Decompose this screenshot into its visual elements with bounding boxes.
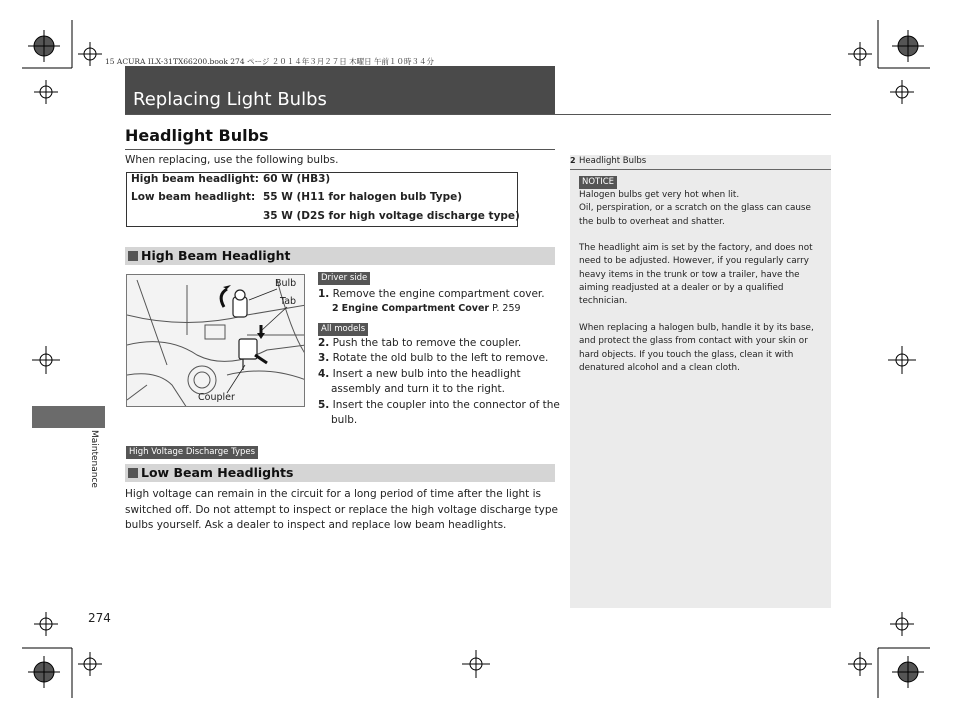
ref-link-engine-cover[interactable]: Engine Compartment Cover	[341, 303, 490, 314]
step-3	[318, 351, 548, 367]
low-beam-heading: Low Beam Headlights	[141, 465, 294, 480]
sidebar-p1-line: the bulb to overheat and shatter.	[579, 216, 725, 227]
section-intro: When replacing, use the following bulbs.	[125, 154, 339, 166]
spec-value-low-hid: 35 W (D2S for high voltage discharge type)	[263, 210, 520, 222]
print-header: 15 ACURA ILX-31TX66200.book 274 ページ ２０１４年３月２７日 木曜日 午前１０時３４分	[105, 57, 434, 66]
spec-value-low-halogen: 55 W (H11 for halogen bulb Type)	[263, 191, 463, 203]
callout-bulb: Bulb	[275, 278, 297, 289]
sidebar-p2-line: heavy items in the trunk or tow a trailer, have the	[579, 269, 800, 280]
heading-square-icon	[128, 251, 138, 261]
step-5-cont: bulb.	[331, 414, 358, 426]
high-beam-heading-bar	[125, 247, 555, 265]
ref-page: P. 259	[492, 303, 521, 314]
tag-hid-types: High Voltage Discharge Types	[126, 446, 258, 459]
headlight-illustration	[126, 274, 305, 407]
heading-square-icon	[128, 468, 138, 478]
chapter-side-label: Maintenance	[89, 430, 99, 488]
sidebar-notice-text	[579, 189, 824, 229]
section-rule	[125, 149, 555, 150]
sidebar-p2-line: The headlight aim is set by the factory, and does not	[579, 243, 813, 253]
sidebar-aim-text	[579, 242, 824, 308]
step-5-text: Insert the coupler into the connector of the	[332, 399, 560, 411]
step-3-number: 3.	[318, 352, 330, 364]
step-1-text: Remove the engine compartment cover.	[332, 288, 545, 300]
sidebar-p3-line: denatured alcohol and a clean cloth.	[579, 362, 740, 373]
engine-bay-drawing	[127, 275, 305, 407]
section-title: Headlight Bulbs	[125, 126, 269, 145]
step-2	[318, 336, 521, 352]
spec-value-high: 60 W (HB3)	[263, 173, 331, 185]
step-5	[318, 398, 560, 414]
sidebar-p3-line: and protect the glass from contact with your skin or	[579, 336, 808, 347]
step-3-text: Rotate the old bulb to the left to remove.	[332, 352, 549, 364]
sidebar-p2-line: aiming readjusted at a dealer or by a qualified	[579, 282, 784, 293]
sidebar-handling-text	[579, 322, 824, 375]
chapter-title: Replacing Light Bulbs	[133, 89, 327, 110]
step-2-number: 2.	[318, 337, 330, 349]
step-4	[318, 367, 521, 383]
sidebar-p3-line: When replacing a halogen bulb, handle it by its base,	[579, 323, 814, 333]
chapter-thumb-tab	[32, 406, 105, 428]
title-rule	[125, 114, 831, 115]
step-4-number: 4.	[318, 368, 330, 380]
sidebar-ref-icon: 2	[570, 156, 576, 165]
cross-reference	[332, 303, 521, 314]
sidebar-p2-line: need to be adjusted. However, if you regularly carry	[579, 256, 809, 267]
high-beam-heading: High Beam Headlight	[141, 248, 291, 263]
callout-tab: Tab	[280, 296, 297, 307]
sidebar-p1-line: Oil, perspiration, or a scratch on the glass can cause	[579, 203, 811, 214]
callout-coupler: Coupler	[198, 392, 235, 403]
tag-driver-side: Driver side	[318, 272, 370, 285]
sidebar-p2-line: technician.	[579, 296, 628, 307]
sidebar-p1-line: Halogen bulbs get very hot when lit.	[579, 190, 740, 200]
low-beam-line-1: High voltage can remain in the circuit for a long period of time after the light is	[125, 488, 542, 500]
sidebar-heading: Headlight Bulbs	[579, 156, 647, 166]
low-beam-heading-bar	[125, 464, 555, 482]
low-beam-line-3: bulbs yourself. Ask a dealer to inspect and replace low beam headlights.	[125, 519, 507, 531]
sidebar-heading-row	[570, 155, 831, 170]
sidebar-p3-line: hard objects. If you touch the glass, clean it with	[579, 349, 794, 360]
step-2-text: Push the tab to remove the coupler.	[332, 337, 522, 349]
bulb-spec-table	[126, 172, 518, 227]
step-4-text: Insert a new bulb into the headlight	[332, 368, 521, 380]
step-1-number: 1.	[318, 288, 330, 300]
spec-label-low: Low beam headlight:	[131, 191, 256, 203]
spec-label-high: High beam headlight:	[131, 173, 259, 185]
page-number: 274	[88, 611, 111, 625]
step-4-cont: assembly and turn it to the right.	[331, 383, 506, 395]
step-1	[318, 287, 545, 303]
notice-badge: NOTICE	[579, 176, 617, 189]
step-5-number: 5.	[318, 399, 330, 411]
arrow-ref-icon: 2	[332, 303, 339, 314]
tag-all-models: All models	[318, 323, 368, 336]
low-beam-line-2: switched off. Do not attempt to inspect or replace the high voltage discharge type	[125, 504, 558, 516]
